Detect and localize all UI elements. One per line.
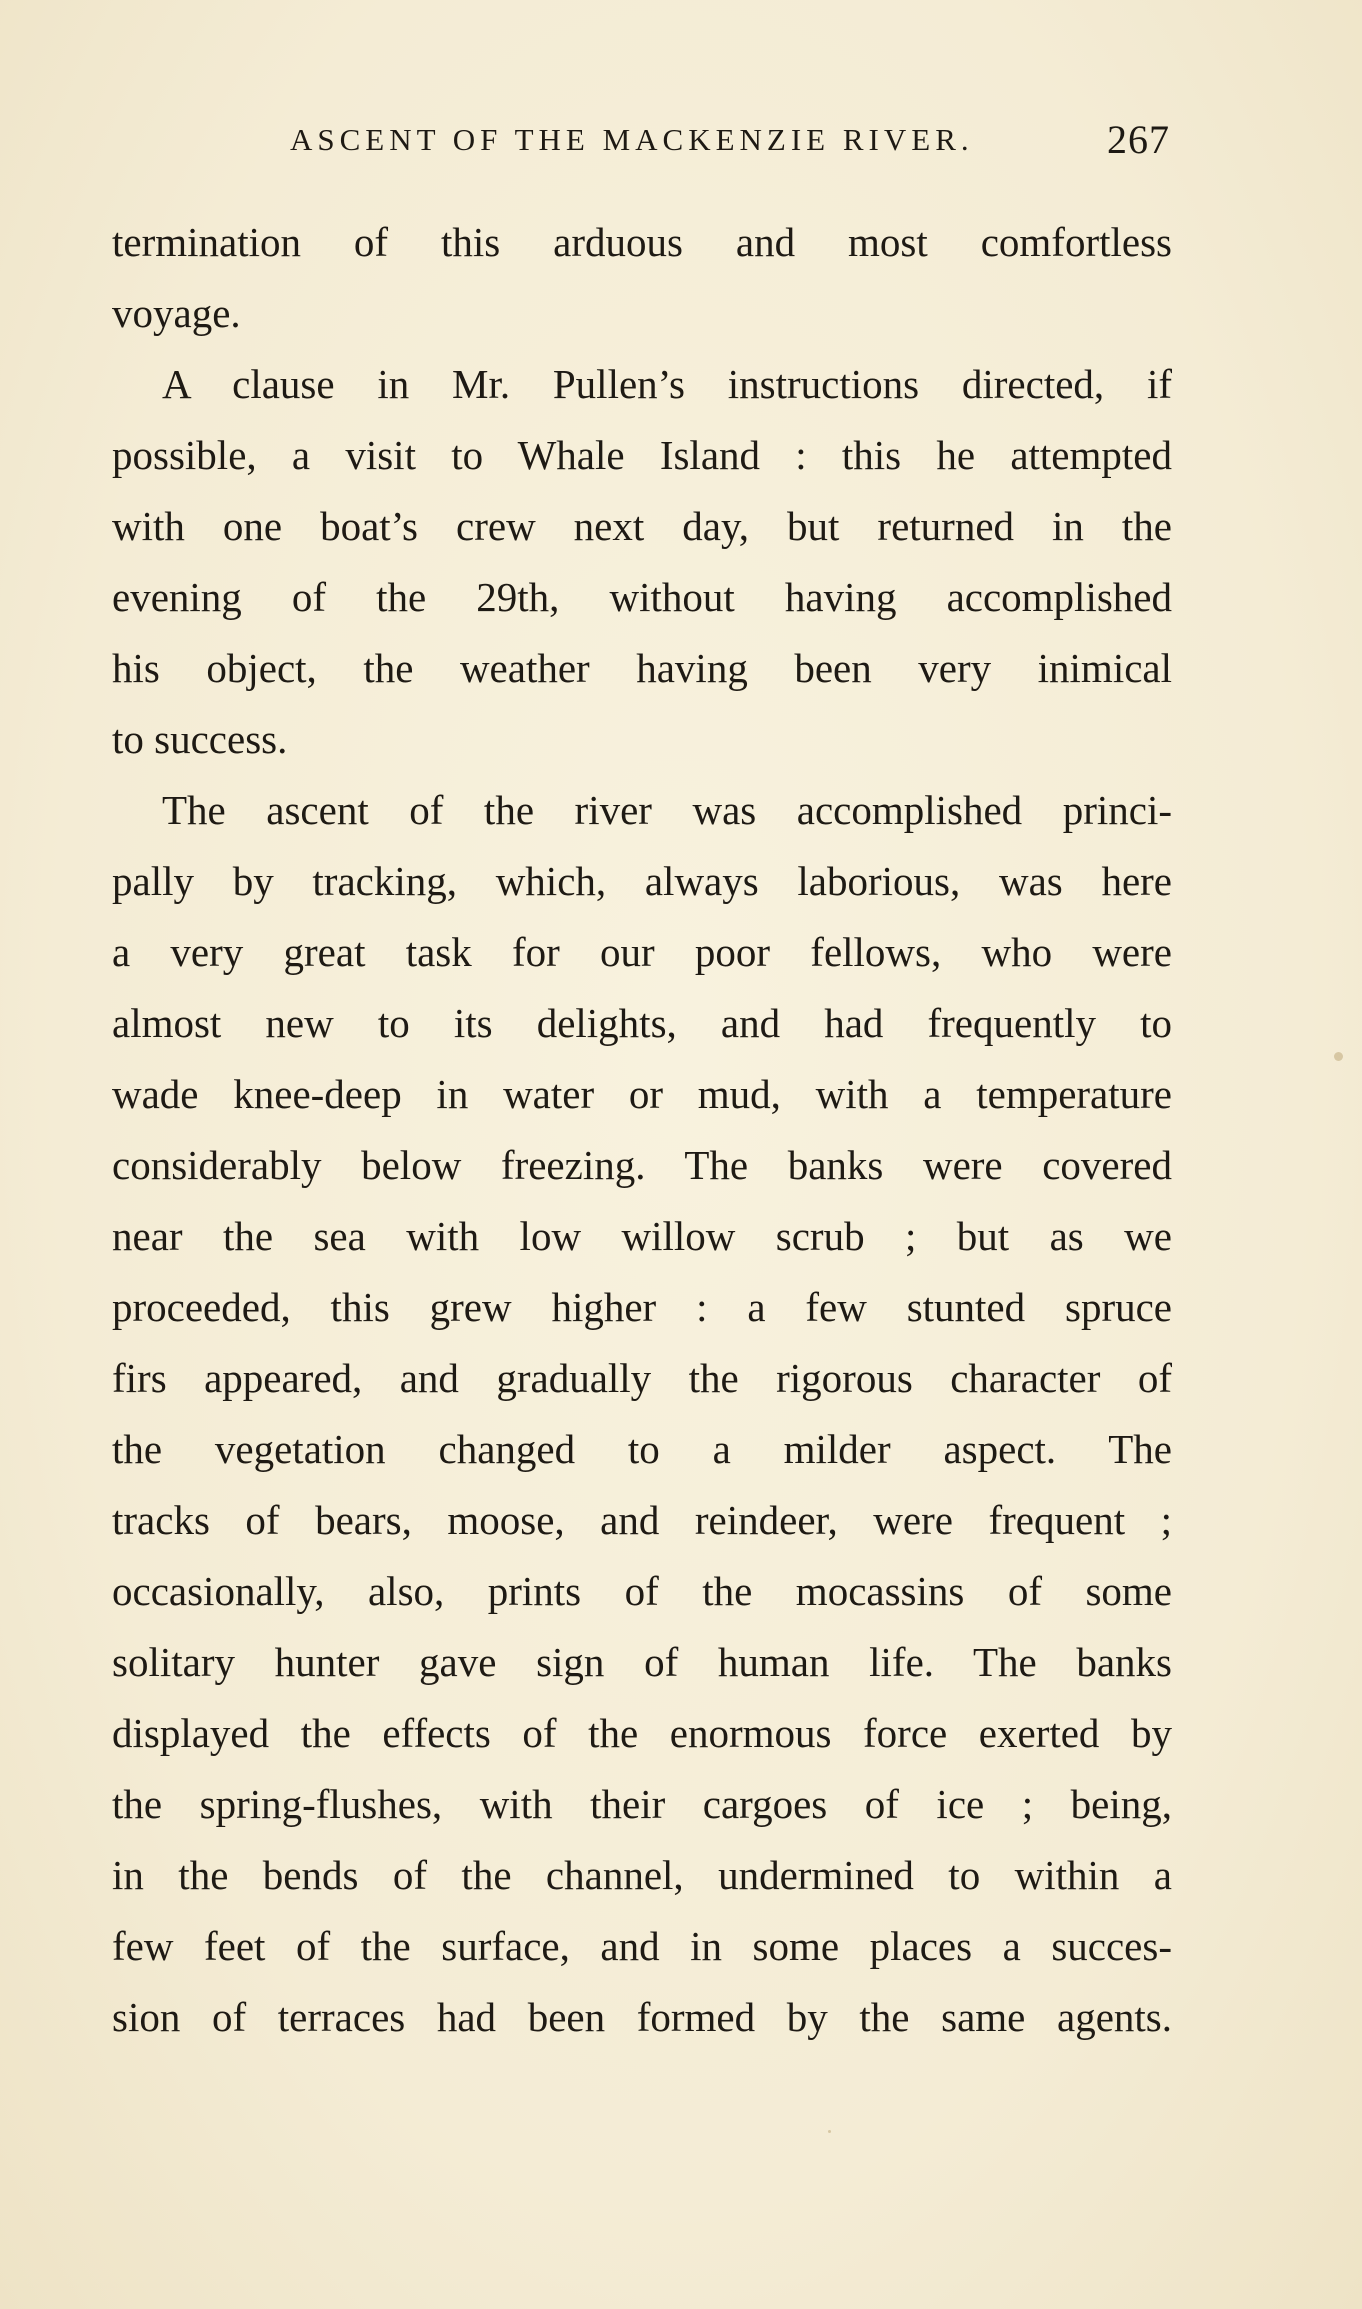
text-line: A clause in Mr. Pullen’s instructions directed, if bbox=[162, 361, 1172, 407]
text-line: the spring-flushes, with their cargoes of ice ; being, bbox=[112, 1781, 1172, 1827]
text-line: tracks of bears, moose, and reindeer, were frequent ; bbox=[112, 1497, 1172, 1543]
paper-fleck bbox=[1334, 1052, 1343, 1061]
text-line: his object, the weather having been very inimical bbox=[112, 645, 1172, 691]
text-line: possible, a visit to Whale Island : this he attempted bbox=[112, 432, 1172, 478]
text-line: pally by tracking, which, always laborious, was here bbox=[112, 858, 1172, 904]
text-line: firs appeared, and gradually the rigorous character of bbox=[112, 1355, 1172, 1401]
body-text bbox=[112, 207, 1172, 2053]
running-title: ASCENT OF THE MACKENZIE RIVER. bbox=[290, 122, 974, 157]
text-line: occasionally, also, prints of the mocassins of some bbox=[112, 1568, 1172, 1614]
text-line: sion of terraces had been formed by the same agents. bbox=[112, 1994, 1172, 2040]
text-line: evening of the 29th, without having accomplished bbox=[112, 574, 1172, 620]
text-line: almost new to its delights, and had frequently to bbox=[112, 1000, 1172, 1046]
text-line: the vegetation changed to a milder aspect. The bbox=[112, 1426, 1172, 1472]
text-line: proceeded, this grew higher : a few stunted spruce bbox=[112, 1284, 1172, 1330]
text-line: The ascent of the river was accomplished princi- bbox=[162, 787, 1172, 833]
text-line: near the sea with low willow scrub ; but as we bbox=[112, 1213, 1172, 1259]
text-line: in the bends of the channel, undermined to within a bbox=[112, 1852, 1172, 1898]
running-head bbox=[290, 118, 1170, 168]
text-line: to success. bbox=[112, 716, 288, 762]
text-line: few feet of the surface, and in some places a succes- bbox=[112, 1923, 1172, 1969]
text-line: solitary hunter gave sign of human life. The banks bbox=[112, 1639, 1172, 1685]
text-line: a very great task for our poor fellows, who were bbox=[112, 929, 1172, 975]
text-line: voyage. bbox=[112, 290, 241, 336]
page-number: 267 bbox=[1107, 117, 1170, 162]
text-line: with one boat’s crew next day, but returned in the bbox=[112, 503, 1172, 549]
text-line: displayed the effects of the enormous force exerted by bbox=[112, 1710, 1172, 1756]
paper-fleck bbox=[828, 2130, 831, 2133]
text-line: wade knee-deep in water or mud, with a temperature bbox=[112, 1071, 1172, 1117]
text-line: considerably below freezing. The banks were covered bbox=[112, 1142, 1172, 1188]
text-line: termination of this arduous and most comfortless bbox=[112, 219, 1172, 265]
